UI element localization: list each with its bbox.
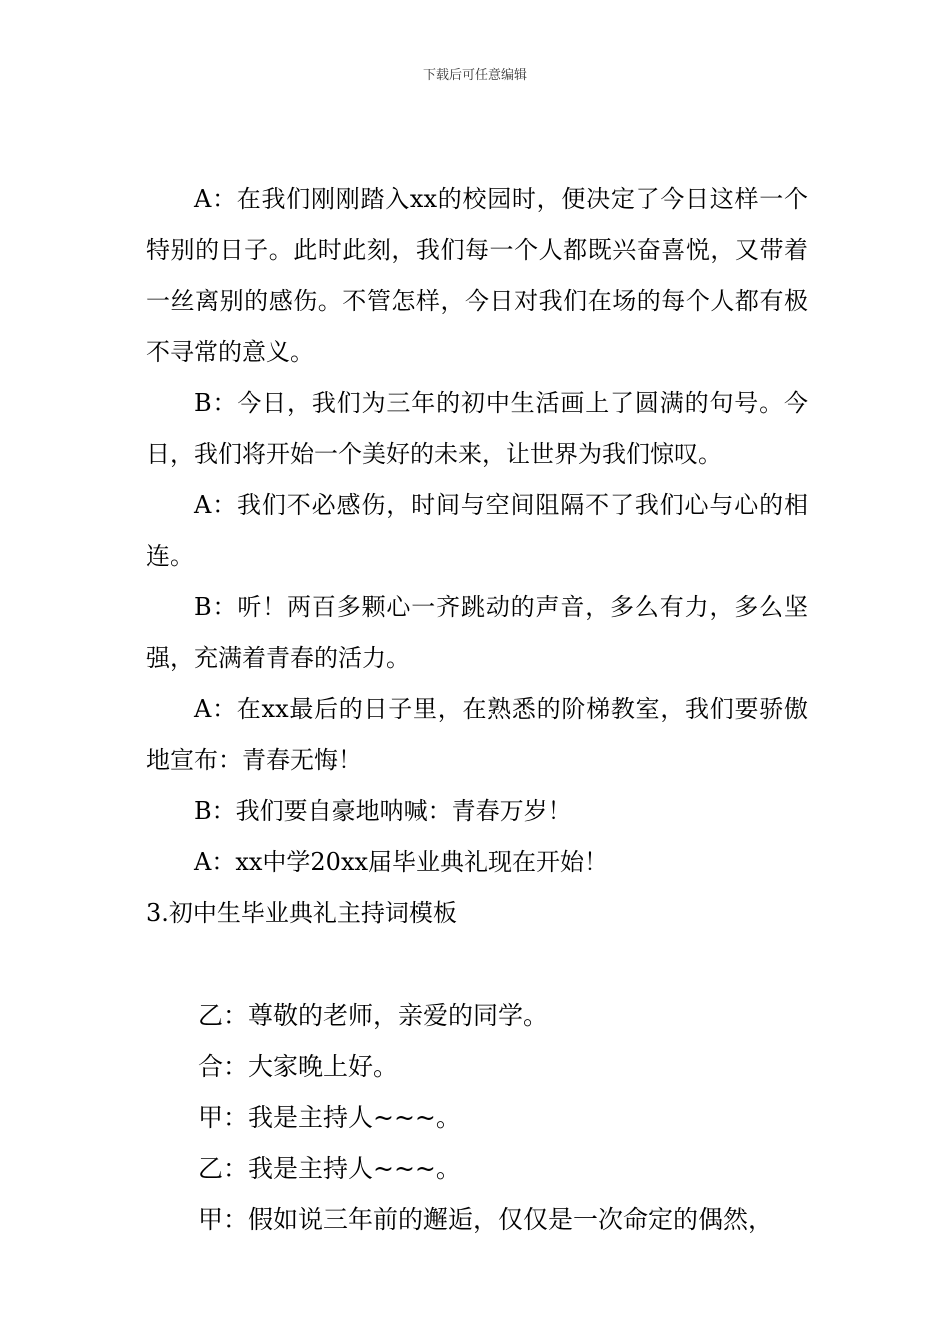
dialog-line: 乙：尊敬的老师，亲爱的同学。 [198,1001,549,1030]
paragraph: B：今日，我们为三年的初中生活画上了圆满的句号。今日，我们将开始一个美好的未来，让世界为我们惊叹。 [146,389,808,468]
document-body [146,174,808,1245]
dialog-line: 合：大家晚上好。 [198,1052,399,1081]
blank-line [146,939,808,990]
paragraph: A：在xx最后的日子里，在熟悉的阶梯教室，我们要骄傲地宣布：青春无悔！ [146,695,808,774]
dialog-line: 甲：假如说三年前的邂逅，仅仅是一次命定的偶然， [198,1205,774,1234]
page-header: 下载后可任意编辑 [422,68,527,83]
dialog-line: 甲：我是主持人~~~。 [198,1103,461,1132]
paragraph: B：听！两百多颗心一齐跳动的声音，多么有力，多么坚强，充满着青春的活力。 [146,593,808,672]
section-heading: 3.初中生毕业典礼主持词模板 [146,899,457,927]
paragraph: A：xx中学20xx届毕业典礼现在开始！ [194,848,609,876]
dialog-line: 乙：我是主持人~~~。 [198,1154,461,1183]
paragraph: A：在我们刚刚踏入xx的校园时，便决定了今日这样一个特别的日子。此时此刻，我们每一个人都既兴奋喜悦，又带着一丝离别的感伤。不管怎样，今日对我们在场的每个人都有极不寻常的意义。 [146,185,808,366]
paragraph: B：我们要自豪地呐喊：青春万岁！ [194,797,572,825]
paragraph: A：我们不必感伤，时间与空间阻隔不了我们心与心的相连。 [146,491,808,570]
